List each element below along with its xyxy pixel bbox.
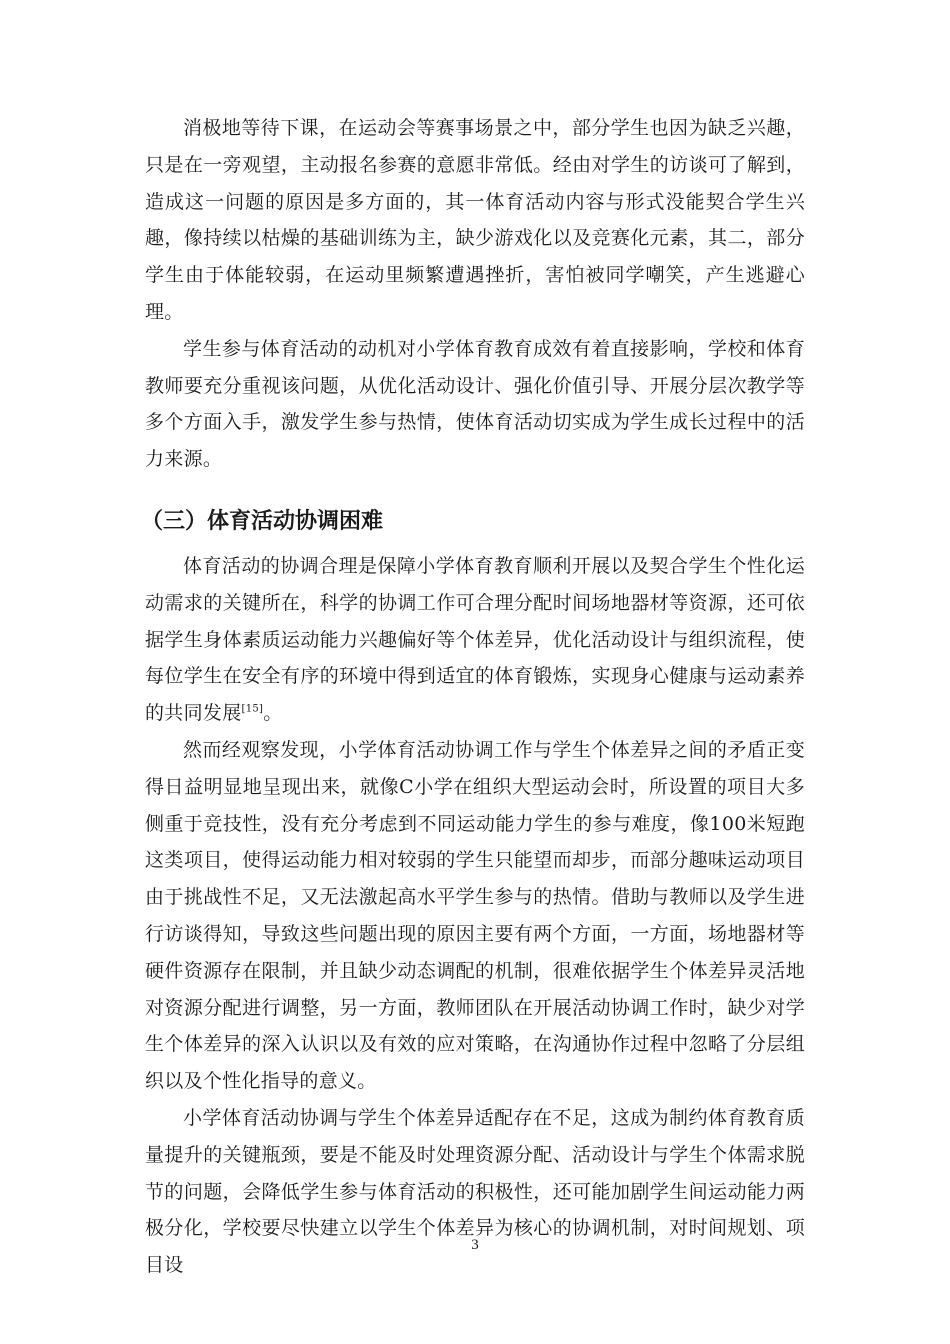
paragraph-coordination-intro xyxy=(145,548,805,732)
paragraph-suffix: 。 xyxy=(263,702,283,725)
paragraph-continued: 消极地等待下课，在运动会等赛事场景之中，部分学生也因为缺乏兴趣，只是在一旁观望，主动报名参赛的意愿非常低。经由对学生的访谈可了解到，造成这一问题的原因是多方面的，其一体育活动内容与形式没能契合学生兴趣，像持续以枯燥的基础训练为主，缺少游戏化以及竞赛化元素，其二，部分学生由于体能较弱，在运动里频繁遭遇挫折，害怕被同学嘲笑，产生逃避心理。 xyxy=(145,117,805,323)
paragraph-motivation-summary: 学生参与体育活动的动机对小学体育教育成效有着直接影响，学校和体育教师要充分重视该问题，从优化活动设计、强化价值引导、开展分层次教学等多个方面入手，激发学生参与热情，使体育活动切实成为学生成长过程中的活力来源。 xyxy=(145,337,805,471)
paragraph-text: 体育活动的协调合理是保障小学体育教育顺利开展以及契合学生个性化运动需求的关键所在，科学的协调工作可合理分配时间场地器材等资源，还可依据学生身体素质运动能力兴趣偏好等个体差异，优化活动设计与组织流程，使每位学生在安全有序的环境中得到适宜的体育锻炼，实现身心健康与运动素养的共同发展 xyxy=(145,554,805,725)
citation-marker: [15] xyxy=(241,703,264,715)
paragraph-conclusion: 小学体育活动协调与学生个体差异适配存在不足，这成为制约体育教育质量提升的关键瓶颈，要是不能及时处理资源分配、活动设计与学生个体需求脱节的问题，会降低学生参与体育活动的积极性，还可能加剧学生间运动能力两极分化，学校要尽快建立以学生个体差异为核心的协调机制，对时间规划、项目设 xyxy=(145,1106,805,1277)
paragraph-observation: 然而经观察发现，小学体育活动协调工作与学生个体差异之间的矛盾正变得日益明显地呈现出来，就像C小学在组织大型运动会时，所设置的项目大多侧重于竞技性，没有充分考虑到不同运动能力学生的参与难度，像100米短跑这类项目，使得运动能力相对较弱的学生只能望而却步，而部分趣味运动项目由于挑战性不足，又无法激起高水平学生参与的热情。借助与教师以及学生进行访谈得知，导致这些问题出现的原因主要有两个方面，一方面，场地器材等硬件资源存在限制，并且缺少动态调配的机制，很难依据学生个体差异灵活地对资源分配进行调整，另一方面，教师团队在开展活动协调工作时，缺少对学生个体差异的深入认识以及有效的应对策略，在沟通协作过程中忽略了分层组织以及个性化指导的意义。 xyxy=(145,738,805,1093)
page-number: 3 xyxy=(471,1237,479,1253)
section-heading: （三）体育活动协调困难 xyxy=(141,508,384,534)
document-page xyxy=(141,110,805,1284)
